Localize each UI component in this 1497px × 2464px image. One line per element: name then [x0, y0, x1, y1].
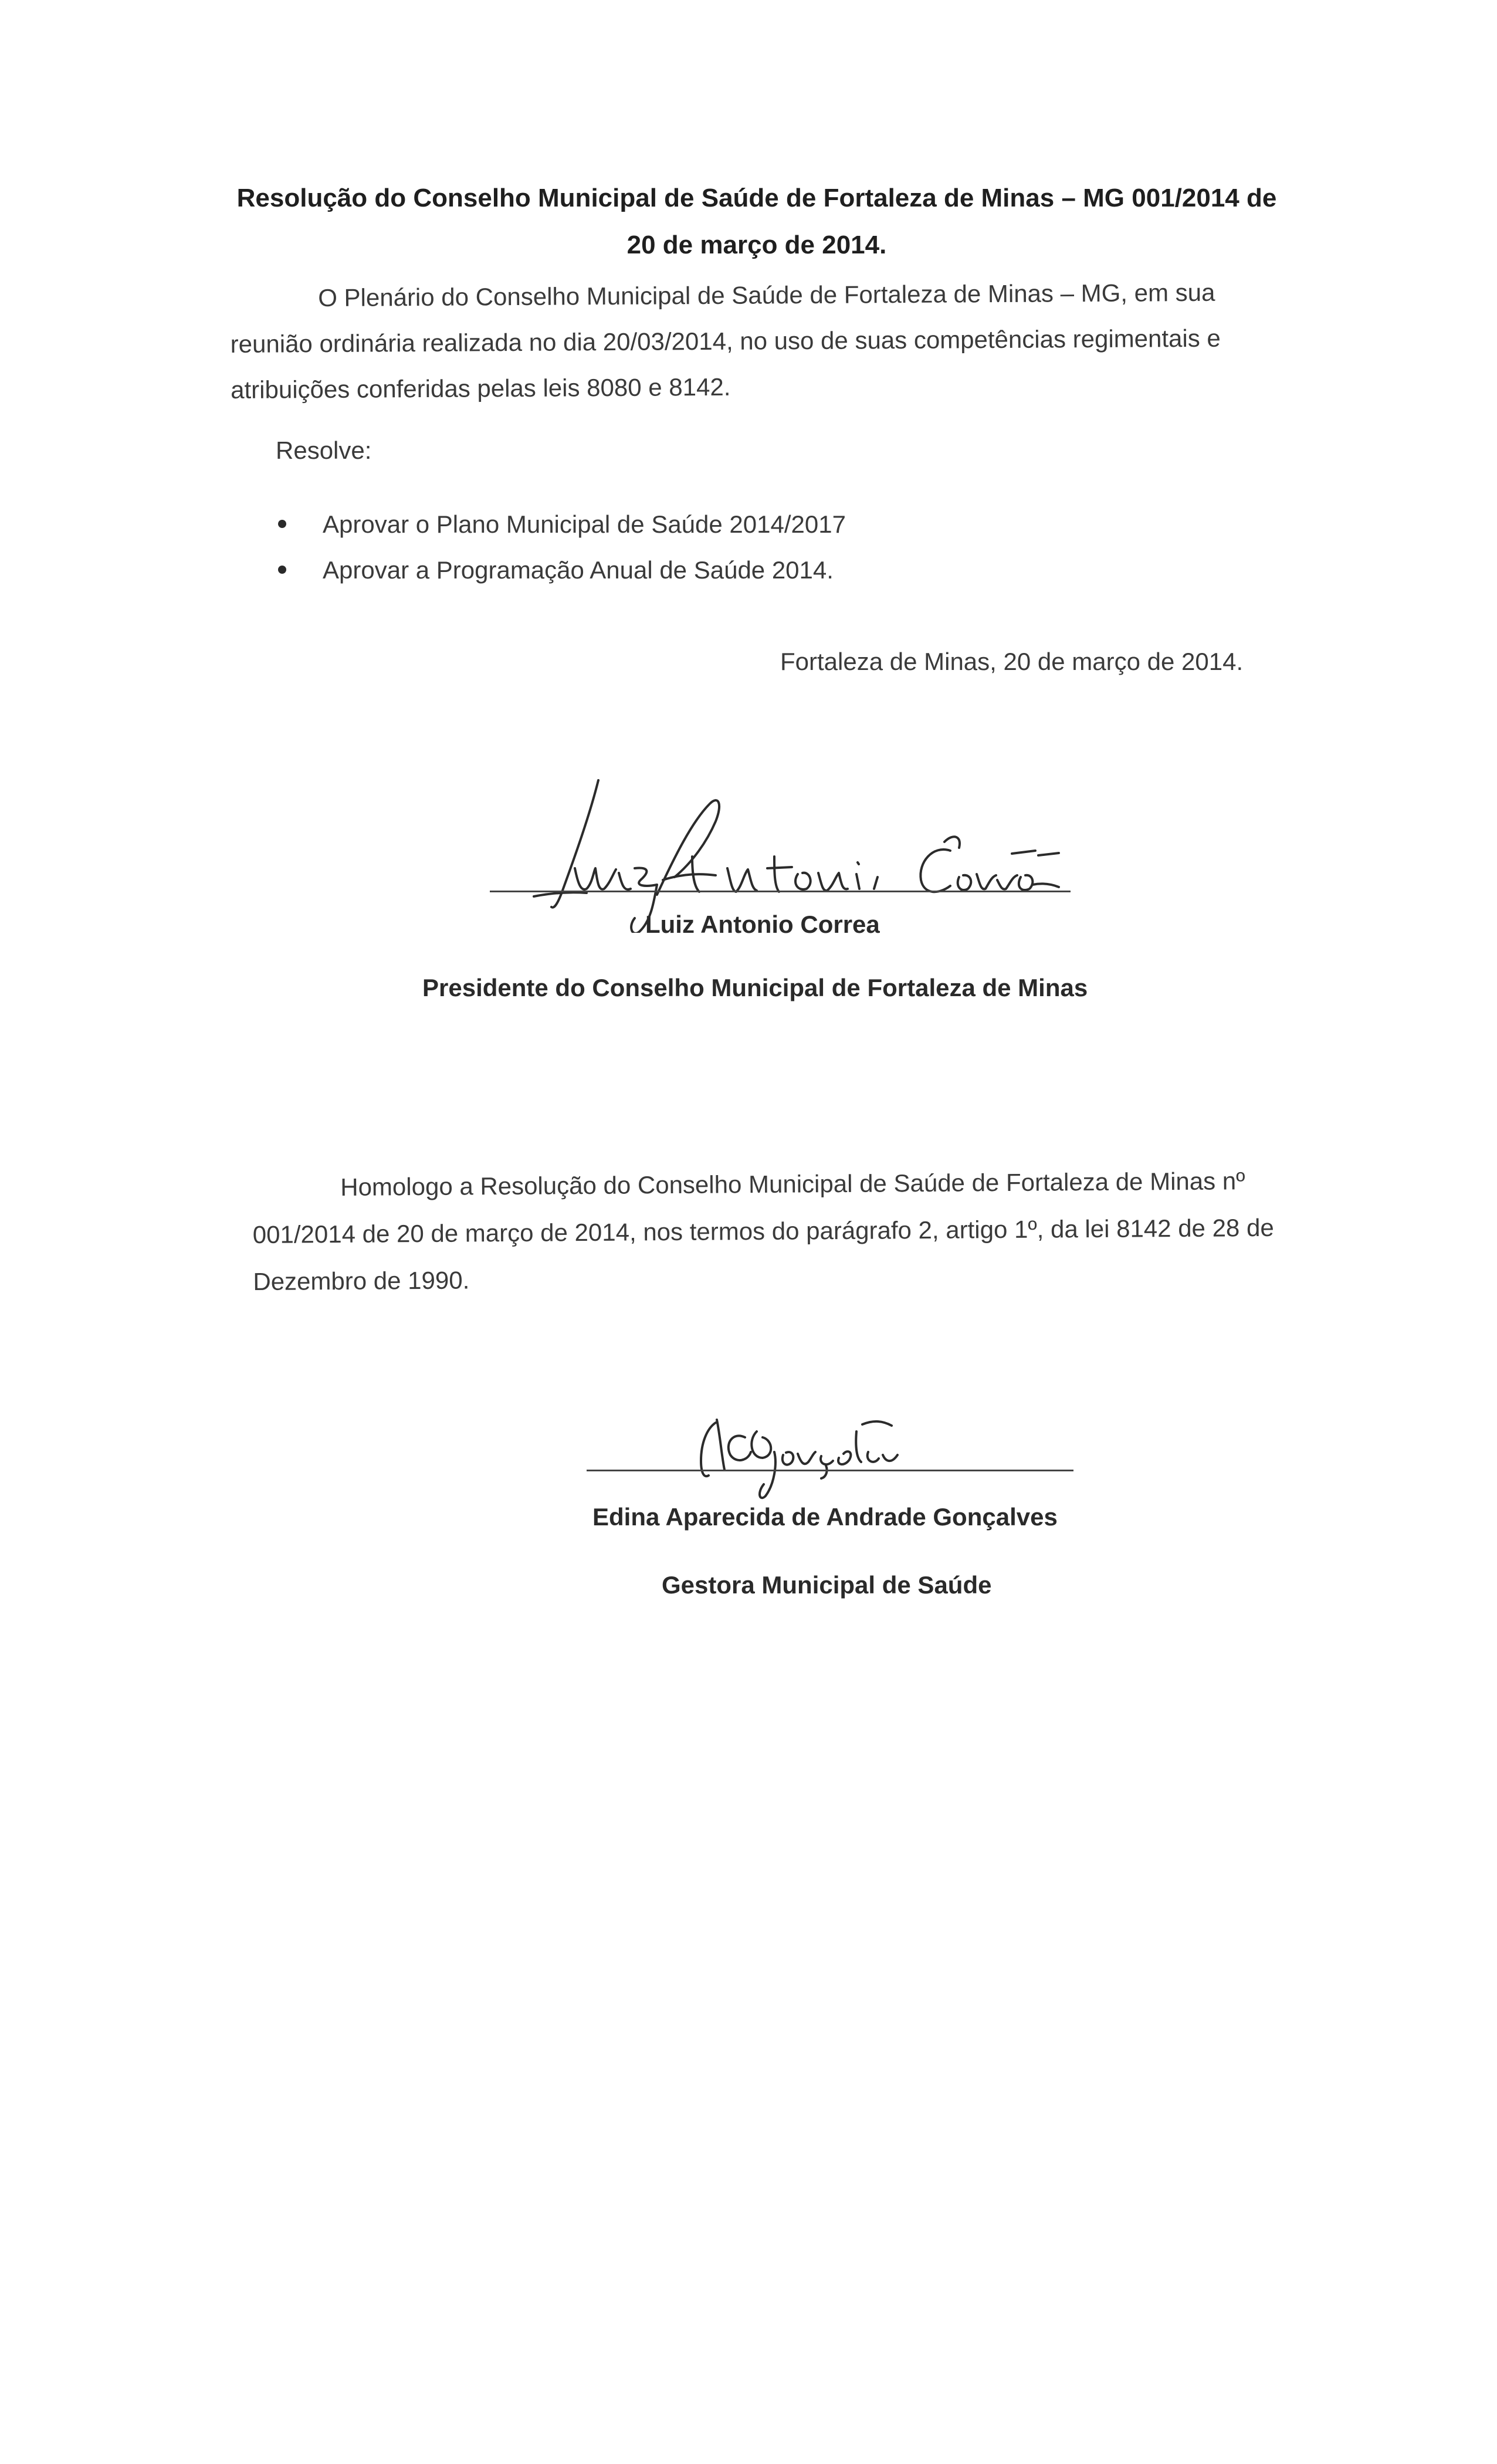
bullet-icon: [278, 520, 286, 528]
resolve-label: Resolve:: [276, 436, 372, 464]
signatory-2-role: Gestora Municipal de Saúde: [662, 1571, 992, 1599]
resolution-items-list: [276, 502, 846, 593]
homologation-paragraph: Homologo a Resolução do Conselho Municipal de Saúde de Fortaleza de Minas nº 001/2014 de 20 de março de 2014, nos termos do parágrafo 2, artigo 1º, da lei 8142 de 28 de Dezembro de 1990.: [252, 1167, 1274, 1295]
list-item: [276, 502, 846, 547]
list-item-text: Aprovar a Programação Anual de Saúde 2014.: [323, 556, 834, 584]
signature-edina-goncalves: [581, 1396, 1085, 1514]
signature-luiz-antonio-correa: [481, 769, 1079, 933]
list-item-text: Aprovar o Plano Municipal de Saúde 2014/2017: [323, 510, 846, 538]
signature-line: [587, 1470, 1073, 1471]
bullet-icon: [278, 566, 286, 574]
list-item: [276, 547, 846, 593]
signatory-1-name: Luiz Antonio Correa: [645, 911, 880, 938]
signatory-2-name: Edina Aparecida de Andrade Gonçalves: [592, 1503, 1058, 1531]
resolution-title: Resolução do Conselho Municipal de Saúde de Fortaleza de Minas – MG 001/2014 de 20 de março de 2014.: [236, 184, 1277, 259]
place-and-date: Fortaleza de Minas, 20 de março de 2014.: [780, 648, 1244, 675]
signatory-1-role: Presidente do Conselho Municipal de Fortaleza de Minas: [422, 974, 1088, 1001]
signature-line: [490, 891, 1071, 892]
intro-paragraph: O Plenário do Conselho Municipal de Saúde de Fortaleza de Minas – MG, em sua reunião ordinária realizada no dia 20/03/2014, no uso de suas competências regimentais e atribuições conferidas pelas leis 8080 e 8142.: [230, 278, 1221, 404]
